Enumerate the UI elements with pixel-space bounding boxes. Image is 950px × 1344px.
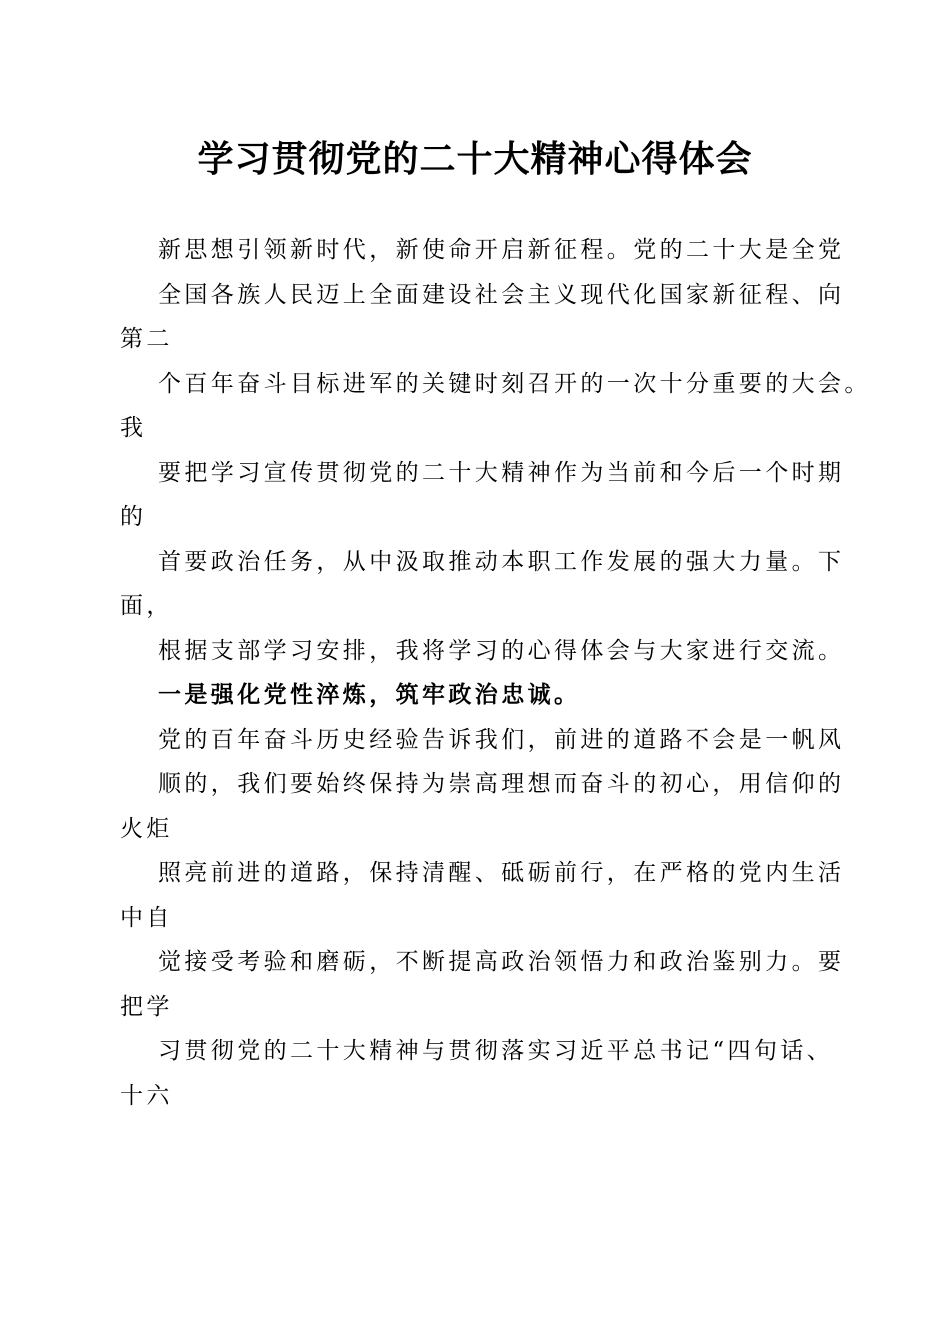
text-line: 首要政治任务，从中汲取推动本职工作发展的强大力量。下 [158,548,845,575]
section-heading: 一是强化党性淬炼，筑牢政治忠诚。 [158,681,581,708]
text-line: 党的百年奋斗历史经验告诉我们，前进的道路不会是一帆风 [158,726,845,753]
text-line: 全国各族人民迈上全面建设社会主义现代化国家新征程、向 [158,281,845,308]
text-line: 火炬 [120,815,173,842]
text-line: 照亮前进的道路，保持清醒、砥砺前行，在严格的党内生活 [158,860,845,886]
text-line: 要把学习宣传贯彻党的二十大精神作为当前和今后一个时期 [158,459,845,486]
text-line: 顺的，我们要始终保持为崇高理想而奋斗的初心，用信仰的 [158,771,845,797]
text-line: 的 [120,504,147,530]
document-body [0,228,950,1118]
text-line: 面， [120,593,173,619]
text-line: 个百年奋斗目标进军的关键时刻召开的一次十分重要的大会。 [158,370,871,397]
text-line: 第二 [120,326,173,352]
text-line: 把学 [120,993,173,1020]
text-line: 我 [120,415,147,441]
text-line: 觉接受考验和磨砺，不断提高政治领悟力和政治鉴别力。要 [158,949,845,975]
text-line: 习贯彻党的二十大精神与贯彻落实习近平总书记“四句话、 [158,1038,834,1064]
text-line: 新思想引领新时代，新使命开启新征程。党的二十大是全党 [158,237,845,263]
text-line: 中自 [120,904,173,931]
text-line: 十六 [120,1082,173,1109]
text-line: 根据支部学习安排，我将学习的心得体会与大家进行交流。 [158,637,845,664]
document-title: 学习贯彻党的二十大精神心得体会 [197,138,753,180]
